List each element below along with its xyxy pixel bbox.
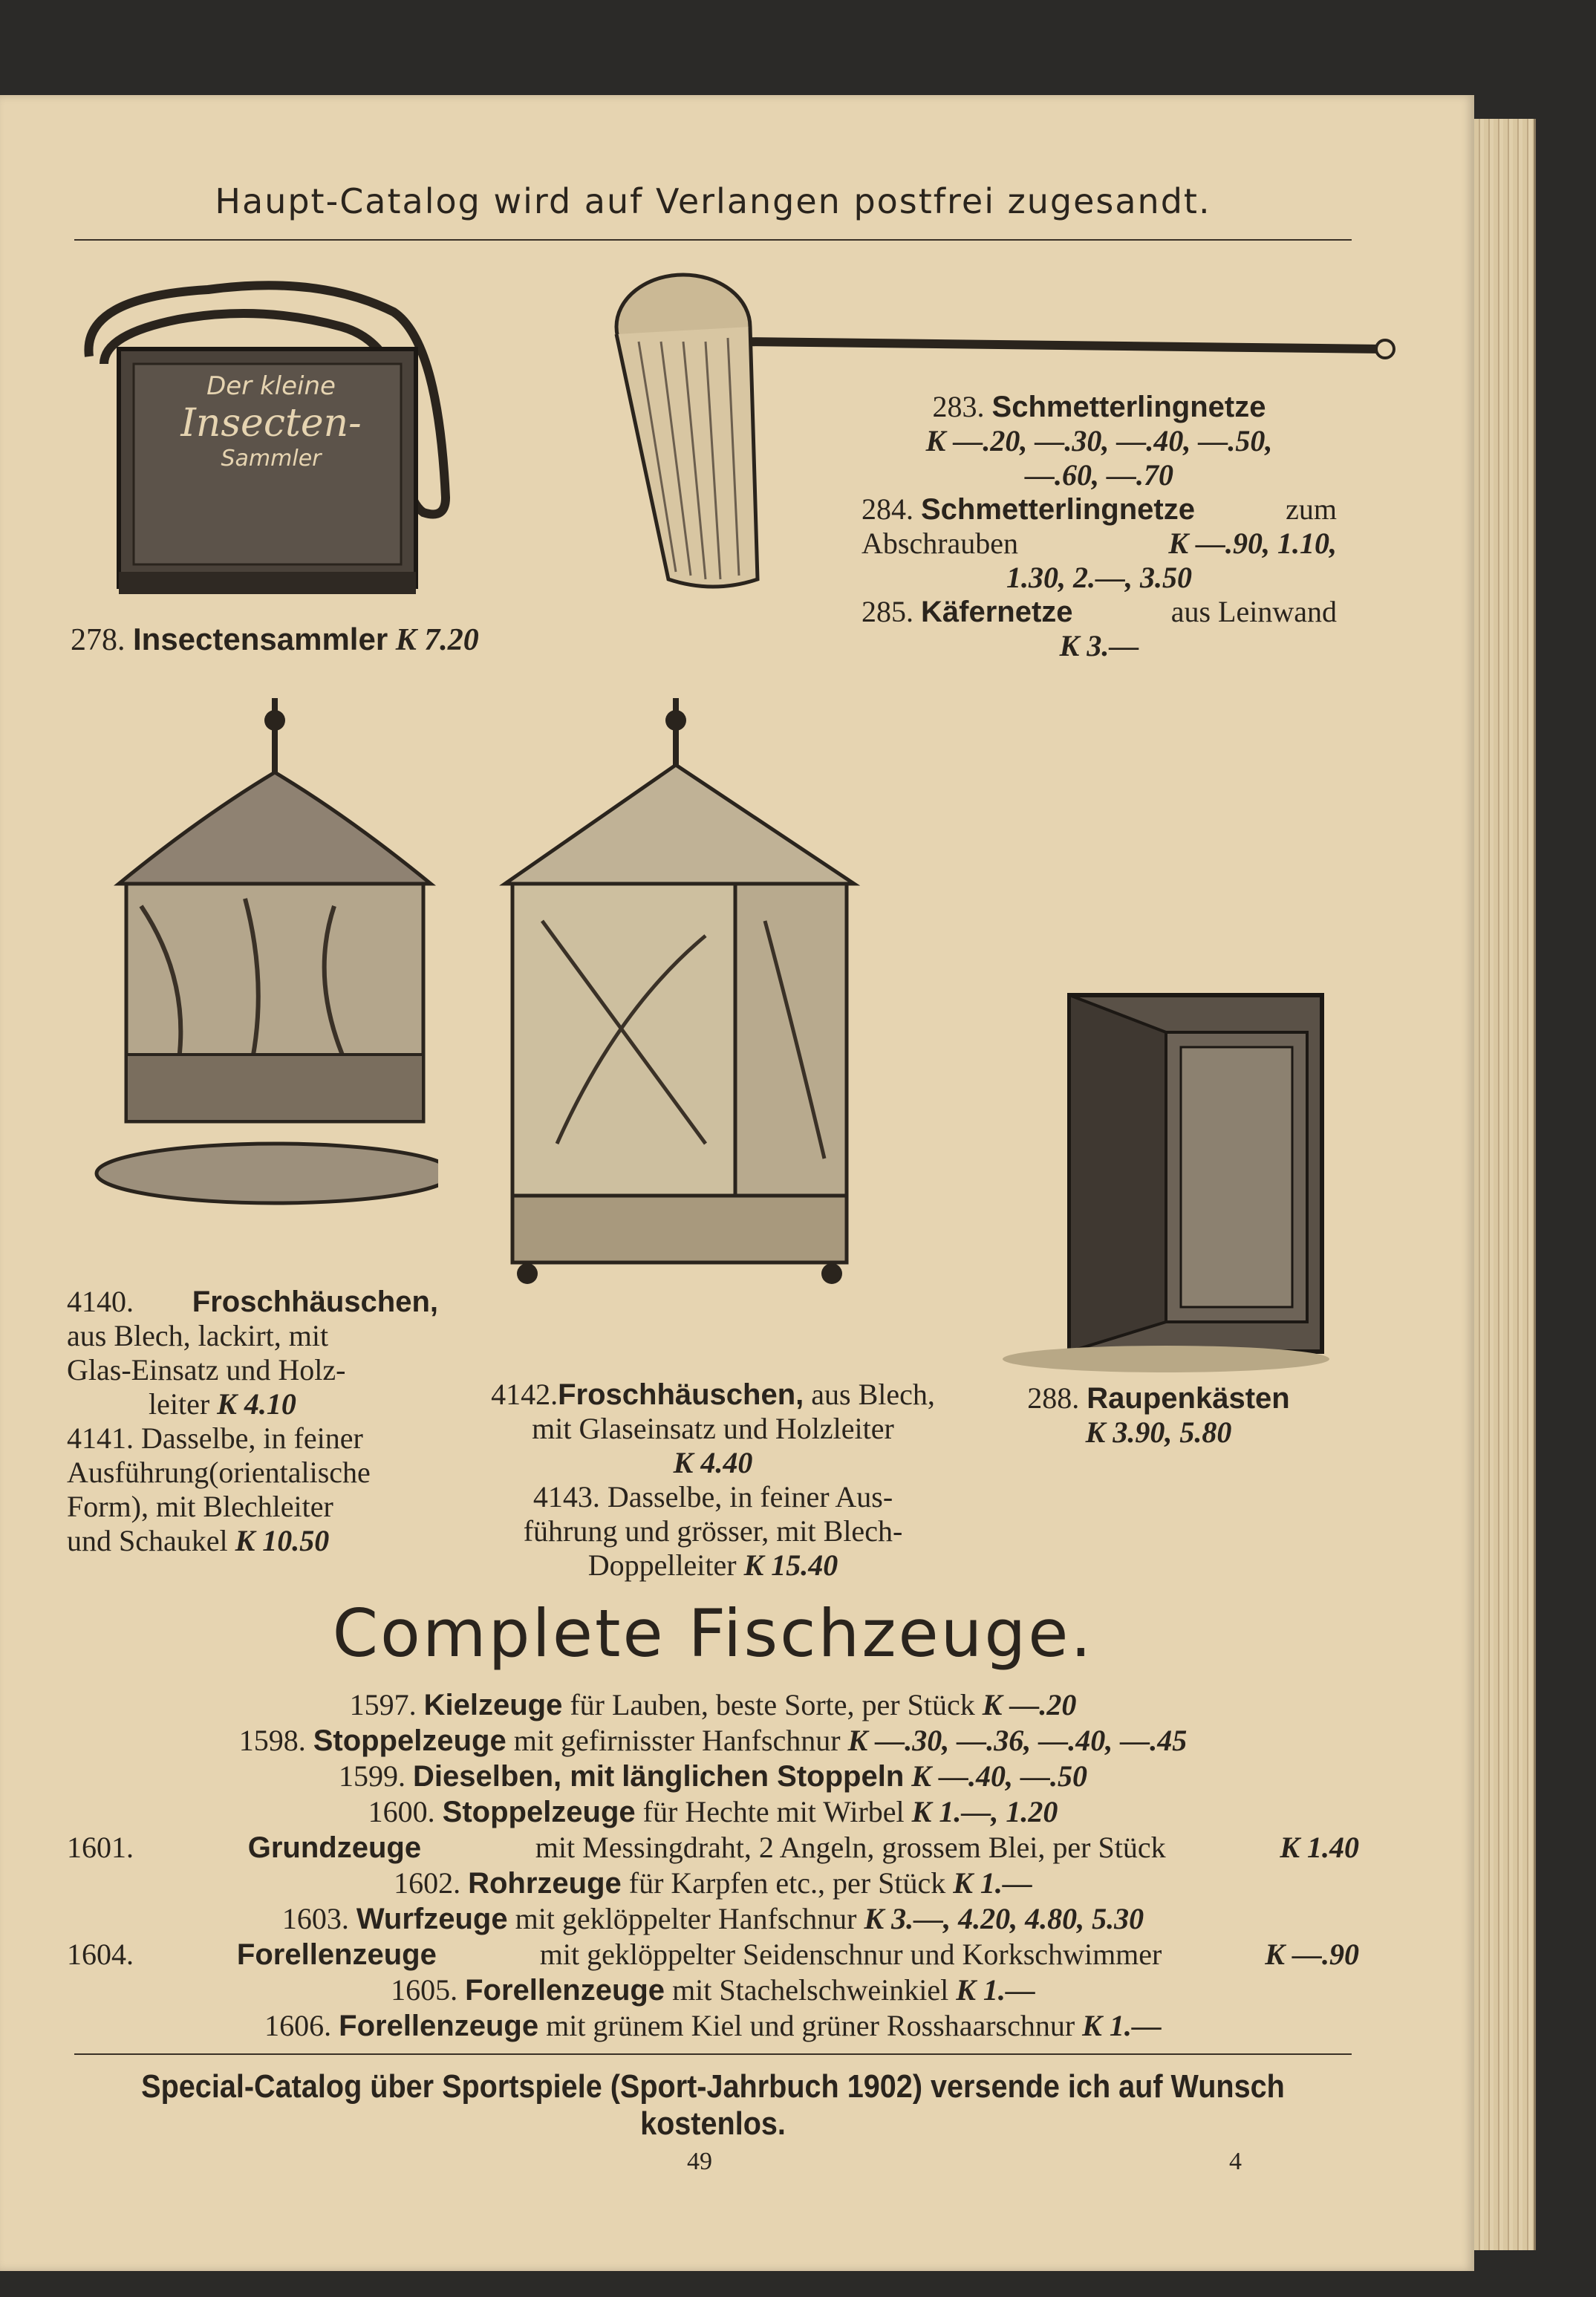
fishing-row-price: K 3.—, 4.20, 4.80, 5.30 [864,1902,1144,1935]
nets-block [861,390,1337,663]
item-4140-l3: Glas-Einsatz und Holz- [67,1353,346,1387]
fishing-row-desc: für Hechte mit Wirbel [642,1795,905,1828]
item-283-num: 283. [932,390,985,423]
item-284-prices1: K —.90, 1.10, [1168,527,1337,560]
item-278-name: Insectensammler [133,622,388,656]
item-285-rest: aus Leinwand [1170,595,1337,628]
fishing-row-name: Dieselben, mit [413,1760,615,1793]
footer-rule [74,2053,1352,2055]
fishing-row [67,1901,1359,1937]
item-4142 [468,1378,958,1583]
fishing-row-num: 1602. [394,1866,461,1900]
fishing-row-price: K —.20 [982,1688,1077,1721]
fishing-row [67,1794,1359,1830]
fishing-row-name: Stoppelzeuge [313,1724,507,1757]
fishing-row-price: K 1.— [956,1973,1035,2007]
item-283-prices2: —.60, —.70 [1025,458,1173,492]
item-4143-l4: 4143. Dasselbe, in feiner Aus- [532,1480,893,1514]
item-284-rest1: zum [1286,492,1337,526]
item-4142-name: Froschhäuschen, [558,1378,804,1411]
caterpillar-box-illustration [995,988,1337,1374]
item-288-num: 288. [1027,1381,1080,1415]
fishing-row [67,1723,1359,1759]
item-283 [861,390,1337,424]
item-4143-l5: führung und grösser, mit Blech- [523,1514,903,1548]
fishing-row-num: 1601. [67,1831,134,1864]
page-number: 49 [687,2148,712,2175]
fishing-row-num: 1606. [264,2009,332,2042]
item-285 [861,595,1337,629]
item-4142-price: K 4.40 [673,1446,753,1479]
item-284-rest2: Abschrauben [861,527,1019,560]
item-284-prices2: 1.30, 2.—, 3.50 [1006,561,1192,594]
fishing-row [67,1759,1359,1794]
fishing-row-name: Forellenzeuge [465,1974,665,2007]
fishing-row-price: K —.90 [1265,1938,1359,1971]
fishing-row [67,1866,1359,1901]
item-4143-l6: Doppelleiter [587,1548,737,1582]
item-4143-price: K 15.40 [743,1548,838,1582]
item-288-name: Raupenkästen [1087,1382,1290,1415]
fishing-row [67,1687,1359,1723]
item-4141-l8: und Schaukel [67,1524,228,1557]
fishing-row-desc: für Karpfen etc., per Stück [628,1866,946,1900]
item-4142-rest: aus Blech, [811,1378,935,1411]
signature-mark: 4 [1229,2148,1242,2175]
item-4141-l5: 4141. Dasselbe, in feiner [67,1421,363,1455]
item-283-name: Schmetterlingnetze [991,391,1266,423]
fishing-row-num: 1600. [368,1795,435,1828]
box-label-line3: Sammler [221,446,322,472]
fishing-row-desc: für Lauben, beste Sorte, per Stück [570,1688,975,1721]
fishing-row-num: 1604. [67,1938,134,1971]
fishing-row-name-extra: länglichen Stoppeln [622,1760,905,1793]
fishing-row-num: 1598. [238,1724,306,1757]
footer-text: Special-Catalog über Sportspiele (Sport-Jahrbuch 1902) versende ich auf Wunsch kostenlos. [141,2068,1285,2142]
fishing-list [67,1687,1359,2044]
fishing-row-price: K —.30, —.36, —.40, —.45 [847,1724,1188,1757]
fishing-row [67,1937,1359,1972]
fishing-row-price: K 1.— [1082,2009,1162,2042]
item-4140-l4: leiter [149,1387,210,1421]
box-label [145,371,397,472]
fishing-row-num: 1605. [391,1973,458,2007]
fishing-row-desc: mit grünem Kiel und grüner Rosshaarschnur [546,2009,1075,2042]
fishing-row-price: K 1.—, 1.20 [911,1795,1058,1828]
item-285-num: 285. [861,595,913,628]
fishing-row-desc: mit gefirnisster Hanfschnur [513,1724,841,1757]
fishing-row-price: K 1.40 [1280,1831,1359,1864]
fishing-row [67,1972,1359,2008]
item-4140-price: K 4.10 [217,1387,296,1421]
fishing-row-num: 1603. [281,1902,349,1935]
item-4140-l2: aus Blech, lackirt, mit [67,1319,329,1352]
fishing-row-name: Forellenzeuge [339,2010,539,2042]
item-4142-l2: mit Glaseinsatz und Holzleiter [532,1412,894,1445]
item-285-name: Käfernetze [921,596,1073,628]
fishing-row-num: 1597. [349,1688,417,1721]
round-frog-house-illustration [67,698,438,1233]
fishing-row [67,2008,1359,2044]
fishing-row-desc: mit geklöppelter Seidenschnur und Korkschwimmer [539,1938,1162,1971]
fishing-row-name: Stoppelzeuge [442,1796,636,1828]
item-4142-num: 4142. [491,1378,558,1411]
fishing-row-desc: mit Messingdraht, 2 Angeln, grossem Blei, per Stück [535,1831,1166,1864]
page-edges [1474,119,1536,2250]
fishing-row-price: K —.40, —.50 [911,1759,1087,1793]
item-278-price: K 7.20 [395,623,479,657]
item-284 [861,492,1337,527]
fishing-row-desc: mit geklöppelter Hanfschnur [515,1902,857,1935]
fishing-row [67,1830,1359,1866]
square-frog-house-illustration [483,698,869,1352]
fishing-row-name: Wurfzeuge [356,1903,508,1935]
header-text: Haupt-Catalog wird auf Verlangen postfrei zugesandt. [215,181,1211,221]
fishing-row-num: 1599. [339,1759,406,1793]
item-283-prices1: K —.20, —.30, —.40, —.50, [925,424,1273,457]
item-284-num: 284. [861,492,913,526]
item-4140 [67,1285,438,1558]
item-4141-l6: Ausführung(orientalische [67,1456,371,1489]
fishing-row-name: Rohrzeuge [468,1867,622,1900]
box-label-line1: Der kleine [206,371,336,401]
fishing-row-name: Grundzeuge [247,1831,422,1864]
item-4141-l7: Form), mit Blechleiter [67,1490,333,1523]
item-288 [995,1381,1322,1450]
box-label-line2: Insecten- [180,401,362,446]
item-285-price: K 3.— [1059,629,1139,662]
item-278 [71,622,479,657]
item-4140-name: Froschhäuschen, [192,1286,438,1318]
section-title: Complete Fischzeuge. [332,1595,1094,1672]
item-278-num: 278. [71,623,126,657]
item-284-name: Schmetterlingnetze [921,493,1195,526]
fishing-row-name: Kielzeuge [423,1689,563,1721]
fishing-row-price: K 1.— [953,1866,1032,1900]
item-4141-price: K 10.50 [235,1524,330,1557]
item-288-price: K 3.90, 5.80 [1085,1415,1232,1449]
header-rule [74,239,1352,241]
item-4140-num: 4140. [67,1285,134,1318]
fishing-row-desc: mit Stachelschweinkiel [672,1973,949,2007]
fishing-row-name: Forellenzeuge [236,1938,437,1971]
